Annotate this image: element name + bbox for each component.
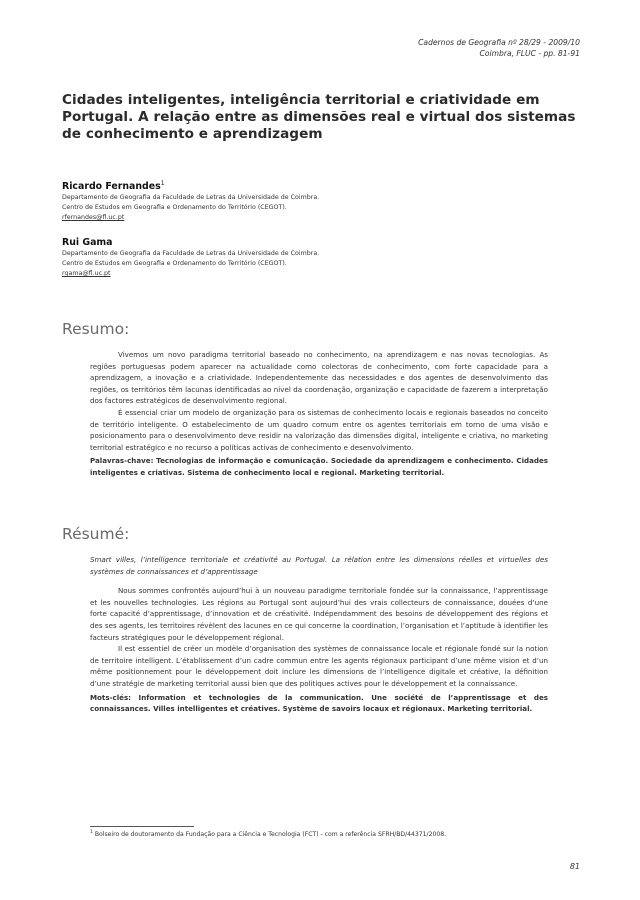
author-affiliation: Centro de Estudos em Geografia e Ordenamento do Território (CEGOT). — [62, 204, 287, 212]
abstract-paragraph: Il est essentiel de créer un modèle d’organisation des systèmes de connaissance locale et régionale fondé sur la notion de territoire intelligent. L’établissement d’un cadre commun entre les agents régionaux participant d’une même vision et d’un même positionnement pour le développement doit inclure les dimensions de l’intelligence digitale et créative, la définition d’une stratégie de marketing territorial aussi bien que des politiques actives pour le développement et la connaissance. — [90, 644, 548, 688]
page-number: 81 — [569, 862, 580, 871]
abstract-paragraph: É essencial criar um modelo de organização para os sistemas de conhecimento locais e regionais baseados no conceito de território inteligente. O estabelecimento de um quadro comum entre os agentes territoriais em torno de uma visão e posicionamento para o desenvolvimento deve residir na valorização das dimensões digital, inteligente e criativa, no marketing territorial estratégico e no recurso a políticas activas de conhecimento e desenvolvimento. — [90, 407, 548, 452]
author-affiliation: Departamento de Geografia da Faculdade de Letras da Universidade de Coimbra. — [62, 250, 320, 257]
author-name — [62, 178, 462, 193]
french-title: Smart villes, l’intelligence territoriale et créativité au Portugal. La rélation entre les dimensions réelles et virtuelles des systèmes de connaissances et d’apprentissage — [90, 555, 548, 576]
keywords: Mots-clés: Information et technologies de la communication. Une société de l’apprentissage et des connaissances. Villes intelligentes et créatives. Système de savoirs locaux et régionaux. Marketing territorial. — [90, 692, 548, 714]
footnote-mark: 1 — [160, 180, 165, 187]
resume-heading: Résumé: — [62, 525, 130, 543]
author-block — [62, 237, 462, 279]
author-email-link[interactable]: rfernandes@fl.uc.pt — [62, 214, 125, 222]
footnote-divider — [90, 826, 194, 827]
journal-line-1: Cadernos de Geografia nº 28/29 - 2009/10 — [418, 38, 580, 47]
journal-reference — [418, 37, 580, 59]
keywords: Palavras-chave: Tecnologias de informação e comunicação. Sociedade da aprendizagem e conhecimento. Cidades inteligentes e criativas. Sistema de conhecimento local e regional. Marketing territorial. — [90, 456, 548, 477]
author-name: Rui Gama — [62, 237, 113, 248]
journal-line-2: Coimbra, FLUC - pp. 81-91 — [479, 49, 580, 58]
abstract-paragraph: Vivemos um novo paradigma territorial baseado no conhecimento, na aprendizagem e nas novas tecnologias. As regiões portuguesas podem aparecer na actualidade como colectoras de conhecimento, com forte capacidade para a aprendizagem, a inovação e a criatividade. Independentemente das necessidades e dos agentes de desenvolvimento das regiões, os territórios têm lacunas identificadas ao nível da coordenação, organização e capacidade de fazerem a interpretação dos factores estratégicos de desenvolvimento regional. — [90, 350, 548, 406]
author-name-text: Ricardo Fernandes — [62, 181, 161, 193]
author-affiliation: Centro de Estudos em Geografia e Ordenamento do Território (CEGOT). — [62, 260, 287, 267]
abstract-paragraph: Nous sommes confrontés aujourd’hui à un nouveau paradigme territoriale fondée sur la connaissance, l’apprentissage et les nouvelles technologies. Les régions au Portugal sont aujourd’hui des vrais collecteurs de connaissance, douées d’une forte capacité d’apprentissage, d’innovation et de créativité. Indépendamment des besoins de développement des régions et des ses agents, les territoires révèlent des lacunes en ce qui concerne la coordination, l’organisation et l’aptitude à identifier les facteurs stratégiques pour le développement régional. — [90, 586, 548, 642]
footnote-mark: 1 — [90, 830, 93, 835]
resume-abstract — [90, 554, 548, 715]
resumo-heading: Resumo: — [62, 320, 130, 338]
paper-title: Cidades inteligentes, inteligência territorial e criatividade em Portugal. A relação entre as dimensões real e virtual dos sistemas de conhecimento e aprendizagem — [62, 92, 576, 142]
resumo-abstract — [90, 349, 548, 479]
author-email-link[interactable]: rgama@fl.uc.pt — [62, 270, 111, 277]
author-block — [62, 178, 462, 223]
footnote-text: Bolseiro de doutoramento da Fundação para a Ciência e Tecnologia (FCT) - com a referência SFRH/BD/44371/2008. — [94, 831, 447, 839]
footnote — [90, 830, 446, 838]
author-affiliation: Departamento de Geografia da Faculdade de Letras da Universidade de Coimbra. — [62, 194, 320, 202]
